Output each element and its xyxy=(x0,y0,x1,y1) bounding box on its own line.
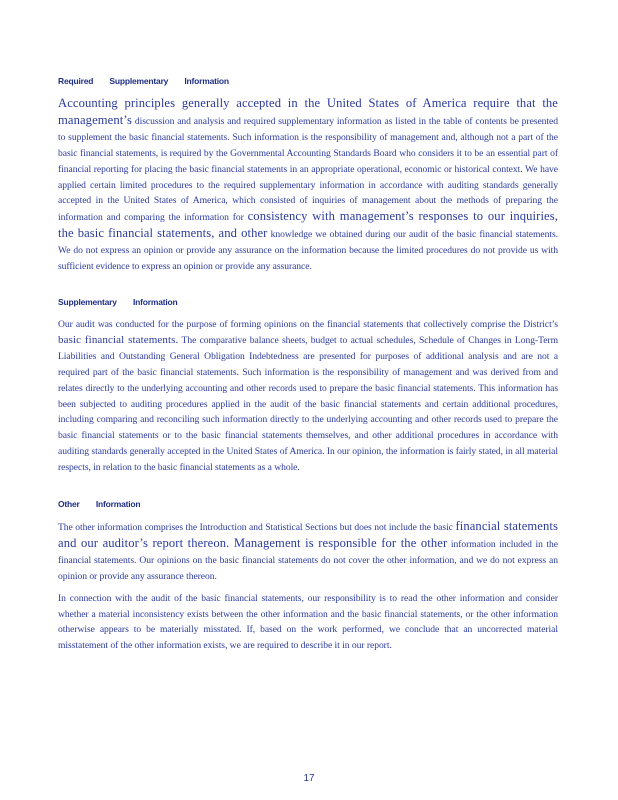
required-supplementary-lead: Accounting principles generally accepted in the United States of America require that the management’s xyxy=(58,96,558,127)
report-page xyxy=(58,76,558,654)
required-supplementary-emphasis: consistency with management’s responses to our inquiries, the basic financial statements, and other xyxy=(58,209,558,241)
other-emphasis: financial statements and our auditor’s report thereon. Management is responsible for the other xyxy=(58,519,558,550)
other-lead: The other information comprises the Introduction and Statistical Sections but does not include the basic xyxy=(58,522,453,534)
other-information-paragraph xyxy=(58,519,558,585)
required-supplementary-paragraph xyxy=(58,96,558,275)
section-heading-required-supplementary: Required Supplementary Information xyxy=(58,76,229,86)
supplementary-lead: Our audit was conducted for the purpose of forming opinions on the financial statements that collectively comprise the District’s xyxy=(58,318,558,330)
other-information-second-paragraph: In connection with the audit of the basic financial statements, our responsibility is to read the other information and consider whether a material inconsistency exists between the other information and the basic financial statements, or the other information otherwise appears to be materially misstated. If, based on the work performed, we conclude that an uncorrected material misstatement of the other information exists, we are required to describe it in our report. xyxy=(58,592,558,652)
page-number: 17 xyxy=(303,773,315,784)
section-heading-other: Other Information xyxy=(58,499,141,510)
supplementary-paragraph xyxy=(58,317,558,476)
section-heading-supplementary: Supplementary Information xyxy=(58,296,178,307)
required-supplementary-tail: knowledge we obtained during our audit of the basic financial statements. We do not express an opinion or provide any assurance on the information because the limited procedures do not provide us with sufficient evidence to express an opinion or provide any assurance. xyxy=(58,229,558,273)
supplementary-body: The comparative balance sheets, budget to actual schedules, Schedule of Changes in Long-Term Liabilities and Outstanding General Obligation Indebtedness are presented for purposes of additional analysis and are not a required part of the basic financial statements. Such information is the responsibility of management and was derived from and relates directly to the underlying accounting and other records used to prepare the basic financial statements. This information has been subjected to auditing procedures applied in the audit of the basic financial statements and certain additional procedures, including comparing and reconciling such information directly to the underlying accounting and other records used to prepare the basic financial statements or to the basic financial statements themselves, and other additional procedures in accordance with auditing standards generally accepted in the United States of America. In our opinion, the information is fairly stated, in all material respects, in relation to the basic financial statements as a whole. xyxy=(58,334,558,474)
supplementary-emphasis: basic financial statements. xyxy=(58,333,179,346)
required-supplementary-body: discussion and analysis and required supplementary information as listed in the table of contents be presented to supplement the basic financial statements. Such information is the responsibility of management and, although not a part of the basic financial statements, is required by the Governmental Accounting Standards Board who considers it to be an essential part of financial reporting for placing the basic financial statements in an appropriate operational, economic or historical context. We have applied certain limited procedures to the required supplementary information in accordance with auditing standards generally accepted in the United States of America, which consisted of inquiries of management about the methods of preparing the information and comparing the information for xyxy=(58,115,558,224)
other-body: information included in the financial statements. Our opinions on the basic financial statements do not cover the other information, and we do not express an opinion or provide any assurance thereon. xyxy=(58,538,558,582)
